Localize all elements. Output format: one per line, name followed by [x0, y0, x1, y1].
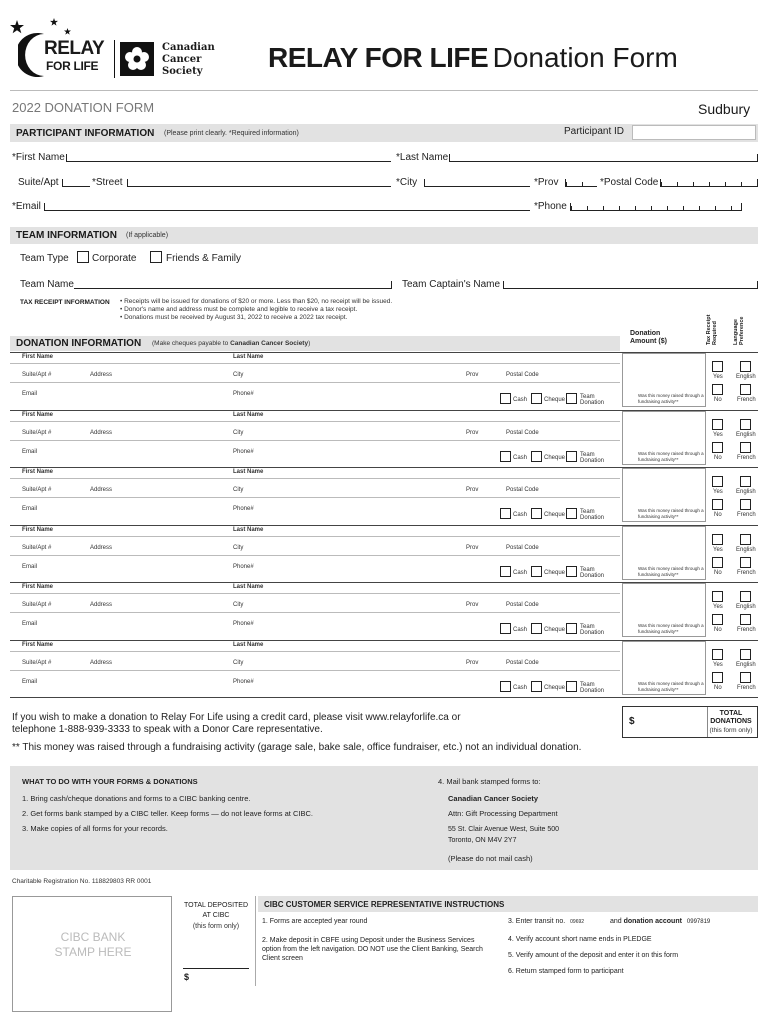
col-amount-header: Donation Amount ($): [630, 330, 667, 345]
donor-address-line: [10, 382, 620, 383]
donor-last-name-label: Last Name: [233, 527, 264, 533]
lang-english-label: English: [736, 662, 756, 668]
relay-logo: [10, 14, 110, 80]
lang-french-checkbox[interactable]: [740, 672, 751, 683]
instructions-title: WHAT TO DO WITH YOUR FORMS & DONATIONS: [22, 777, 198, 786]
donor-address-line: [10, 670, 620, 671]
lang-english-checkbox[interactable]: [740, 361, 751, 372]
email-label: *Email: [12, 201, 41, 212]
first-name-input[interactable]: [66, 154, 391, 162]
lang-french-checkbox[interactable]: [740, 499, 751, 510]
team-name-label: Team Name: [20, 279, 74, 290]
tax-receipt-no-checkbox[interactable]: [712, 384, 723, 395]
lang-english-label: English: [736, 604, 756, 610]
raised-note: Was this money raised through a fundraising activity**: [638, 623, 704, 634]
total-this-form: (this form only): [709, 727, 753, 734]
friends-family-label: Friends & Family: [166, 253, 242, 264]
donation-note-post: ): [308, 340, 311, 347]
no-mail-cash: (Please do not mail cash): [448, 854, 533, 863]
star-icon: [64, 28, 71, 35]
donor-address-label: Address: [90, 430, 113, 436]
tax-notes: [120, 298, 392, 322]
participant-id-input[interactable]: [632, 125, 756, 140]
location: Sudbury: [698, 101, 751, 117]
team-donation-label: Team Donation: [580, 452, 605, 464]
postal-input[interactable]: [660, 179, 758, 187]
cash-label: Cash: [513, 570, 528, 576]
team-donation-checkbox[interactable]: [566, 623, 577, 634]
total-dollar: $: [629, 716, 635, 727]
lang-french-checkbox[interactable]: [740, 557, 751, 568]
donor-suite-label: Suite/Apt #: [22, 372, 52, 378]
cash-checkbox[interactable]: [500, 681, 511, 692]
suite-label: Suite/Apt: [18, 177, 59, 188]
team-title: TEAM INFORMATION: [16, 230, 117, 241]
donor-email-label: Email: [22, 449, 38, 455]
total-deposited-label: TOTAL DEPOSITED AT CIBC: [183, 902, 249, 919]
donor-suite-label: Suite/Apt #: [22, 545, 52, 551]
bank-stamp-text: CIBC BANK STAMP HERE: [54, 930, 132, 959]
logo-relay-text: RELAY: [44, 38, 105, 59]
donor-phone-label: Phone#: [233, 621, 254, 627]
instruction-step-2: 2. Get forms bank stamped by a CIBC teller. Keep forms — do not leave forms at CIBC.: [22, 809, 313, 818]
team-donation-label: Team Donation: [580, 682, 605, 694]
captain-name-input[interactable]: [503, 281, 758, 289]
tax-receipt-no-checkbox[interactable]: [712, 672, 723, 683]
cibc-title: CIBC CUSTOMER SERVICE REPRESENTATIVE INSTRUCTIONS: [264, 900, 505, 909]
donor-prov-label: Prov: [466, 545, 479, 551]
donor-postal-label: Postal Code: [506, 487, 539, 493]
lang-french-checkbox[interactable]: [740, 384, 751, 395]
tax-receipt-yes-checkbox[interactable]: [712, 649, 723, 660]
cheque-checkbox[interactable]: [531, 566, 542, 577]
donor-last-name-label: Last Name: [233, 412, 264, 418]
lang-english-checkbox[interactable]: [740, 476, 751, 487]
donor-last-name-label: Last Name: [233, 469, 264, 475]
cibc-step-3-pre: 3. Enter transit no.: [508, 918, 566, 925]
donor-email-label: Email: [22, 621, 38, 627]
phone-input[interactable]: [570, 203, 742, 211]
donation-header: [10, 336, 620, 351]
donor-name-line: [10, 421, 620, 422]
donor-first-name-label: First Name: [22, 584, 54, 590]
phone-label: *Phone: [534, 201, 567, 212]
raised-note: Was this money raised through a fundraising activity**: [638, 681, 704, 692]
tax-yes-label: Yes: [713, 604, 723, 610]
donor-suite-label: Suite/Apt #: [22, 487, 52, 493]
cheque-checkbox[interactable]: [531, 681, 542, 692]
tax-receipt-no-checkbox[interactable]: [712, 614, 723, 625]
donor-prov-label: Prov: [466, 602, 479, 608]
cheque-label: Cheque: [544, 627, 566, 633]
lang-french-checkbox[interactable]: [740, 614, 751, 625]
city-label: *City: [396, 177, 418, 188]
lang-english-checkbox[interactable]: [740, 591, 751, 602]
cheque-label: Cheque: [544, 512, 566, 518]
donor-postal-label: Postal Code: [506, 545, 539, 551]
donor-last-name-label: Last Name: [233, 354, 264, 360]
raised-note: Was this money raised through a fundraising activity**: [638, 393, 704, 404]
cibc-step-3-mid: and: [609, 918, 622, 925]
cash-label: Cash: [513, 627, 528, 633]
ccs-line-3: Society: [162, 66, 203, 77]
tax-yes-label: Yes: [713, 547, 723, 553]
title-light: Donation Form: [492, 42, 678, 73]
deposited-this-form: (this form only): [192, 923, 240, 930]
donor-name-line: [10, 478, 620, 479]
donor-name-line: [10, 363, 620, 364]
tax-note-2: • Donor's name and address must be complete and legible to receive a tax receipt.: [120, 306, 358, 313]
donor-city-label: City: [233, 545, 244, 551]
logo-forlife-text: FOR LIFE: [46, 59, 99, 73]
page-title: [268, 42, 678, 74]
lang-french-label: French: [737, 627, 756, 633]
col-lang-header: Language Preference: [733, 316, 745, 345]
cash-checkbox[interactable]: [500, 566, 511, 577]
cash-checkbox[interactable]: [500, 393, 511, 404]
ccs-line-1: Canadian: [162, 42, 215, 53]
donor-address-line: [10, 612, 620, 613]
col-tax-header: Tax Receipt Required: [706, 314, 718, 345]
donor-first-name-label: First Name: [22, 642, 54, 648]
donation-note-pre: (Make cheques payable to: [152, 340, 231, 347]
suite-input[interactable]: [62, 179, 90, 187]
captain-name-label: Team Captain's Name: [402, 279, 501, 290]
city-input[interactable]: [424, 179, 530, 187]
lang-french-checkbox[interactable]: [740, 442, 751, 453]
cash-label: Cash: [513, 685, 528, 691]
donor-last-name-label: Last Name: [233, 584, 264, 590]
raised-note: Was this money raised through a fundraising activity**: [638, 451, 704, 462]
lang-english-checkbox[interactable]: [740, 649, 751, 660]
mail-addr-2: Toronto, ON M4V 2Y7: [448, 837, 517, 844]
cibc-step-6: 6. Return stamped form to participant: [508, 968, 624, 975]
mail-addr-1: 55 St. Clair Avenue West, Suite 500: [448, 826, 560, 833]
cibc-step-4: 4. Verify account short name ends in PLEDGE: [508, 936, 652, 943]
cibc-step-2: 2. Make deposit in CBFE using Deposit under the Business Services option from the left navigation. DO NOT use the Client Banking, Search Client screen: [262, 937, 483, 962]
tax-yes-label: Yes: [713, 489, 723, 495]
donor-address-label: Address: [90, 602, 113, 608]
header-rule: [10, 90, 758, 91]
tax-yes-label: Yes: [713, 662, 723, 668]
donor-postal-label: Postal Code: [506, 660, 539, 666]
tax-no-label: No: [714, 570, 722, 576]
team-donation-checkbox[interactable]: [566, 451, 577, 462]
tax-yes-label: Yes: [713, 374, 723, 380]
lang-english-label: English: [736, 489, 756, 495]
last-name-label: *Last Name: [396, 152, 449, 163]
prov-input[interactable]: [565, 179, 597, 187]
lang-french-label: French: [737, 685, 756, 691]
ccs-logo: [120, 40, 215, 80]
lang-french-label: French: [737, 512, 756, 518]
tax-receipt-yes-checkbox[interactable]: [712, 476, 723, 487]
deposited-dollar: $: [184, 972, 190, 982]
donor-first-name-label: First Name: [22, 354, 54, 360]
tax-receipt-no-checkbox[interactable]: [712, 442, 723, 453]
participant-note: (Please print clearly. *Required information): [164, 130, 299, 137]
transit-number: 09692: [570, 919, 585, 925]
team-donation-checkbox[interactable]: [566, 393, 577, 404]
email-input[interactable]: [44, 203, 530, 211]
donor-phone-label: Phone#: [233, 391, 254, 397]
first-name-label: *First Name: [12, 152, 65, 163]
donor-rows-bottom: [10, 697, 758, 698]
team-donation-label: Team Donation: [580, 509, 605, 521]
donor-prov-label: Prov: [466, 372, 479, 378]
donor-postal-label: Postal Code: [506, 430, 539, 436]
donor-prov-label: Prov: [466, 430, 479, 436]
cash-checkbox[interactable]: [500, 623, 511, 634]
donor-first-name-label: First Name: [22, 527, 54, 533]
donor-city-label: City: [233, 487, 244, 493]
team-donation-label: Team Donation: [580, 624, 605, 636]
ccs-line-2: Cancer: [162, 54, 202, 65]
donor-address-label: Address: [90, 372, 113, 378]
donor-email-label: Email: [22, 506, 38, 512]
tax-receipt-yes-checkbox[interactable]: [712, 591, 723, 602]
footer-divider: [255, 896, 256, 986]
cheque-checkbox[interactable]: [531, 508, 542, 519]
donor-prov-label: Prov: [466, 487, 479, 493]
donor-address-label: Address: [90, 660, 113, 666]
donor-suite-label: Suite/Apt #: [22, 430, 52, 436]
participant-title: PARTICIPANT INFORMATION: [16, 128, 155, 139]
charitable-registration: Charitable Registration No. 118829803 RR 0001: [12, 878, 152, 885]
tax-receipt-label: TAX RECEIPT INFORMATION: [20, 299, 110, 306]
credit-note-1: If you wish to make a donation to Relay For Life using a credit card, please visit www.relayforlife.ca or: [12, 712, 461, 723]
donor-postal-label: Postal Code: [506, 602, 539, 608]
lang-english-label: English: [736, 432, 756, 438]
donor-city-label: City: [233, 372, 244, 378]
team-name-input[interactable]: [74, 281, 392, 289]
donor-phone-label: Phone#: [233, 679, 254, 685]
donor-first-name-label: First Name: [22, 469, 54, 475]
street-label: *Street: [92, 177, 123, 188]
cash-checkbox[interactable]: [500, 451, 511, 462]
donor-name-line: [10, 536, 620, 537]
donor-last-name-label: Last Name: [233, 642, 264, 648]
tax-no-label: No: [714, 455, 722, 461]
donor-suite-label: Suite/Apt #: [22, 602, 52, 608]
cheque-checkbox[interactable]: [531, 451, 542, 462]
instruction-step-3: 3. Make copies of all forms for your records.: [22, 824, 168, 833]
cibc-step-5: 5. Verify amount of the deposit and enter it on this form: [508, 952, 679, 959]
donor-address-label: Address: [90, 487, 113, 493]
donation-account-number: 0997819: [686, 919, 711, 925]
team-donation-label: Team Donation: [580, 567, 605, 579]
instruction-step-4: 4. Mail bank stamped forms to:: [438, 777, 541, 786]
cheque-label: Cheque: [544, 685, 566, 691]
donation-note: [152, 340, 310, 347]
donor-address-line: [10, 497, 620, 498]
donor-address-line: [10, 440, 620, 441]
daffodil-icon: [120, 42, 154, 76]
cibc-step-1: 1. Forms are accepted year round: [262, 918, 368, 925]
donation-account-label: donation account: [623, 918, 682, 925]
donor-city-label: City: [233, 602, 244, 608]
prov-label: *Prov: [534, 177, 559, 188]
donor-email-label: Email: [22, 391, 38, 397]
donor-email-label: Email: [22, 679, 38, 685]
total-donations-label: TOTAL DONATIONS: [710, 710, 752, 725]
donation-title: DONATION INFORMATION: [16, 338, 142, 349]
title-bold: RELAY FOR LIFE: [268, 42, 489, 73]
lang-english-label: English: [736, 547, 756, 553]
donor-postal-label: Postal Code: [506, 372, 539, 378]
credit-note-2: telephone 1-888-939-3333 to speak with a Donor Care representative.: [12, 724, 323, 735]
cash-label: Cash: [513, 455, 528, 461]
cheque-label: Cheque: [544, 455, 566, 461]
donor-phone-label: Phone#: [233, 506, 254, 512]
tax-note-3: • Donations must be received by August 31, 2022 to receive a 2022 tax receipt.: [120, 314, 348, 321]
cheque-label: Cheque: [544, 397, 566, 403]
donor-phone-label: Phone#: [233, 564, 254, 570]
team-donation-checkbox[interactable]: [566, 566, 577, 577]
participant-header: [10, 124, 758, 142]
participant-id-label: Participant ID: [564, 126, 625, 137]
cheque-label: Cheque: [544, 570, 566, 576]
donor-first-name-label: First Name: [22, 412, 54, 418]
street-input[interactable]: [127, 179, 391, 187]
tax-receipt-yes-checkbox[interactable]: [712, 534, 723, 545]
tax-receipt-no-checkbox[interactable]: [712, 499, 723, 510]
mail-org: Canadian Cancer Society: [448, 794, 539, 803]
team-note: (If applicable): [126, 232, 169, 239]
donor-phone-label: Phone#: [233, 449, 254, 455]
donor-prov-label: Prov: [466, 660, 479, 666]
corporate-checkbox[interactable]: [77, 251, 89, 263]
cash-label: Cash: [513, 397, 528, 403]
instruction-step-1: 1. Bring cash/cheque donations and forms to a CIBC banking centre.: [22, 794, 251, 803]
donor-name-line: [10, 593, 620, 594]
donation-note-bold: Canadian Cancer Society: [230, 340, 309, 347]
lang-english-checkbox[interactable]: [740, 534, 751, 545]
donor-suite-label: Suite/Apt #: [22, 660, 52, 666]
lang-english-checkbox[interactable]: [740, 419, 751, 430]
star-icon: [50, 18, 58, 26]
donor-address-line: [10, 555, 620, 556]
postal-label: *Postal Code: [600, 177, 659, 188]
tax-receipt-no-checkbox[interactable]: [712, 557, 723, 568]
tax-note-1: • Receipts will be issued for donations of $20 or more. Less than $20, no receipt will be issued.: [120, 298, 393, 305]
fundraising-footnote: ** This money was raised through a fundraising activity (garage sale, bake sale, office fundraiser, etc.) not an individual donation.: [12, 742, 582, 753]
lang-french-label: French: [737, 455, 756, 461]
tax-yes-label: Yes: [713, 432, 723, 438]
lang-french-label: French: [737, 397, 756, 403]
mail-attn: Attn: Gift Processing Department: [448, 809, 558, 818]
tax-no-label: No: [714, 397, 722, 403]
donor-address-label: Address: [90, 545, 113, 551]
team-donation-checkbox[interactable]: [566, 508, 577, 519]
raised-note: Was this money raised through a fundraising activity**: [638, 508, 704, 519]
lang-french-label: French: [737, 570, 756, 576]
raised-note: Was this money raised through a fundraising activity**: [638, 566, 704, 577]
cibc-step-3: [508, 918, 710, 925]
tax-no-label: No: [714, 627, 722, 633]
form-year: 2022 DONATION FORM: [12, 100, 155, 115]
donor-email-label: Email: [22, 564, 38, 570]
tax-receipt-yes-checkbox[interactable]: [712, 419, 723, 430]
donor-city-label: City: [233, 660, 244, 666]
deposited-input-line[interactable]: [183, 968, 249, 969]
lang-english-label: English: [736, 374, 756, 380]
last-name-input[interactable]: [449, 154, 758, 162]
donor-name-line: [10, 651, 620, 652]
donor-city-label: City: [233, 430, 244, 436]
team-type-label: Team Type: [20, 253, 69, 264]
corporate-label: Corporate: [92, 253, 137, 264]
team-donation-label: Team Donation: [580, 394, 605, 406]
cheque-checkbox[interactable]: [531, 623, 542, 634]
team-donation-checkbox[interactable]: [566, 681, 577, 692]
cash-checkbox[interactable]: [500, 508, 511, 519]
cheque-checkbox[interactable]: [531, 393, 542, 404]
tax-no-label: No: [714, 512, 722, 518]
friends-family-checkbox[interactable]: [150, 251, 162, 263]
team-header: [10, 227, 758, 244]
tax-no-label: No: [714, 685, 722, 691]
logo-divider: [114, 40, 115, 78]
cash-label: Cash: [513, 512, 528, 518]
tax-receipt-yes-checkbox[interactable]: [712, 361, 723, 372]
